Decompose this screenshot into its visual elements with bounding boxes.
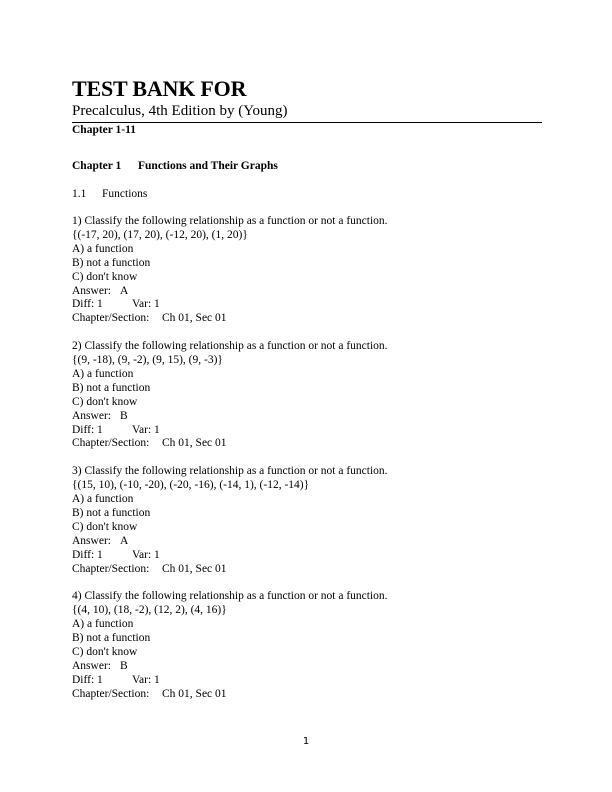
section-title: Functions [102, 188, 148, 200]
question-item [72, 465, 542, 576]
diff-var-line [72, 298, 542, 312]
option-b: B) not a function [72, 381, 151, 394]
option-a: A) a function [72, 493, 134, 506]
answer-line [72, 660, 542, 674]
chapter-section-line [72, 688, 542, 702]
difficulty: Diff: 1 [72, 548, 103, 561]
option-b: B) not a function [72, 507, 151, 519]
question-set: {(15, 10), (-10, -20), (-20, -16), (-14, 1), (-12, -14)} [72, 479, 310, 492]
answer-line [72, 285, 542, 299]
answer-label: Answer: [72, 284, 111, 297]
answer-label: Answer: [72, 534, 111, 547]
question-item [72, 215, 542, 326]
chapter-section-label: Chapter/Section: [72, 562, 150, 575]
question-set: {(-17, 20), (17, 20), (-12, 20), (1, 20)} [72, 228, 248, 241]
question-item [72, 590, 542, 701]
difficulty: Diff: 1 [72, 298, 103, 311]
option-a: A) a function [72, 618, 134, 631]
chapter-section-label: Chapter/Section: [72, 312, 150, 325]
chapter-section-line [72, 437, 542, 451]
question-item [72, 340, 542, 451]
diff-var-line [72, 424, 542, 438]
document-page [72, 76, 542, 716]
variant: Var: 1 [132, 548, 160, 561]
variant: Var: 1 [132, 673, 160, 686]
question-prompt: 3) Classify the following relationship as a function or not a function. [72, 465, 388, 478]
answer-value: B [120, 659, 128, 672]
option-b: B) not a function [72, 256, 151, 269]
option-c: C) don't know [72, 520, 138, 533]
diff-var-line [72, 674, 542, 688]
chapter-section-line [72, 563, 542, 577]
chapter-heading [72, 159, 542, 173]
option-c: C) don't know [72, 395, 138, 408]
question-prompt: 1) Classify the following relationship as a function or not a function. [72, 215, 388, 227]
chapter-title: Functions and Their Graphs [138, 160, 278, 172]
variant: Var: 1 [132, 423, 160, 436]
answer-value: A [120, 284, 129, 297]
chapter-section-label: Chapter/Section: [72, 437, 150, 450]
chapters-range: Chapter 1-11 [72, 124, 136, 136]
document-title: TEST BANK FOR [72, 76, 247, 101]
answer-label: Answer: [72, 409, 111, 422]
chapter-section-label: Chapter/Section: [72, 687, 150, 700]
variant: Var: 1 [132, 298, 160, 311]
chapter-section-value: Ch 01, Sec 01 [162, 562, 227, 575]
answer-line [72, 535, 542, 549]
answer-label: Answer: [72, 659, 111, 672]
answer-line [72, 410, 542, 424]
option-c: C) don't know [72, 646, 138, 659]
diff-var-line [72, 549, 542, 563]
option-c: C) don't know [72, 270, 138, 283]
question-set: {(9, -18), (9, -2), (9, 15), (9, -3)} [72, 354, 223, 367]
section-heading [72, 187, 542, 201]
question-prompt: 4) Classify the following relationship as a function or not a function. [72, 590, 388, 603]
difficulty: Diff: 1 [72, 673, 103, 686]
answer-value: B [120, 409, 128, 422]
difficulty: Diff: 1 [72, 423, 103, 436]
page-number: 1 [302, 736, 310, 747]
chapter-number: Chapter 1 [72, 160, 122, 172]
option-a: A) a function [72, 242, 134, 255]
chapter-section-line [72, 312, 542, 326]
question-list [72, 215, 542, 702]
question-prompt: 2) Classify the following relationship as a function or not a function. [72, 340, 388, 353]
chapter-section-value: Ch 01, Sec 01 [162, 687, 227, 700]
answer-value: A [120, 534, 129, 547]
chapter-section-value: Ch 01, Sec 01 [162, 312, 227, 325]
chapter-section-value: Ch 01, Sec 01 [162, 437, 227, 450]
section-number: 1.1 [72, 188, 87, 200]
option-a: A) a function [72, 367, 134, 380]
question-set: {(4, 10), (18, -2), (12, 2), (4, 16)} [72, 604, 227, 617]
option-b: B) not a function [72, 632, 151, 645]
document-subtitle: Precalculus, 4th Edition by (Young) [72, 103, 288, 119]
